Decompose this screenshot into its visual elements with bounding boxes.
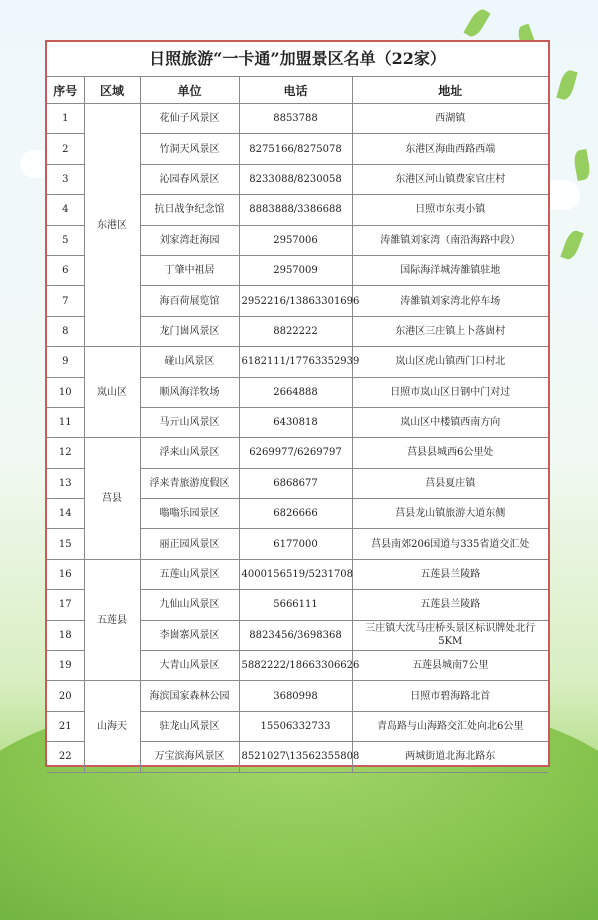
phone-cell: 6269977/6269797 [239,438,352,468]
row-number: 2 [47,134,84,164]
address-cell: 三庄镇大沈马庄桥头景区标识牌处北行5KM [352,620,548,650]
address-cell: 莒县夏庄镇 [352,468,548,498]
phone-cell: 8275166/8275078 [239,134,352,164]
address-cell: 莒县县城西6公里处 [352,438,548,468]
row-number: 5 [47,225,84,255]
address-cell: 莒县南郊206国道与335省道交汇处 [352,529,548,559]
unit-cell: 李崮寨风景区 [140,620,239,650]
willow-leaf-decoration [573,149,592,181]
phone-cell: 15506332733 [239,711,352,741]
header-no: 序号 [47,77,84,104]
address-cell: 青岛路与山海路交汇处向北6公里 [352,711,548,741]
table-row [47,438,548,468]
address-cell: 日照市东夷小镇 [352,195,548,225]
row-number: 11 [47,407,84,437]
address-cell: 国际海洋城涛雒镇驻地 [352,255,548,285]
region-cell: 五莲县 [84,559,140,681]
row-number: 13 [47,468,84,498]
row-number: 10 [47,377,84,407]
address-cell: 日照市碧海路北首 [352,681,548,711]
unit-cell: 五莲山风景区 [140,559,239,589]
phone-cell: 8883888/3386688 [239,195,352,225]
row-number: 16 [47,559,84,589]
unit-cell: 花仙子风景区 [140,104,239,134]
table-row [47,559,548,589]
unit-cell: 竹洞天风景区 [140,134,239,164]
address-cell: 五莲县城南7公里 [352,651,548,681]
willow-leaf-decoration [463,7,490,40]
row-number: 17 [47,590,84,620]
table-header-row [47,77,548,104]
phone-cell: 5882222/18663306626 [239,651,352,681]
phone-cell: 2952216/13863301696 [239,286,352,316]
header-unit: 单位 [140,77,239,104]
scenic-list-card [45,40,550,767]
unit-cell: 海滨国家森林公园 [140,681,239,711]
region-cell: 东港区 [84,104,140,347]
address-cell: 日照市岚山区日钢中门对过 [352,377,548,407]
phone-cell: 8233088/8230058 [239,164,352,194]
address-cell: 东港区海曲西路西端 [352,134,548,164]
phone-cell: 8521027\13562355808 [239,742,352,772]
header-address: 地址 [352,77,548,104]
row-number: 21 [47,711,84,741]
region-cell: 山海天 [84,681,140,772]
address-cell: 西湖镇 [352,104,548,134]
row-number: 12 [47,438,84,468]
table-row [47,104,548,134]
phone-cell: 6182111/17763352939 [239,347,352,377]
address-cell: 五莲县兰陵路 [352,559,548,589]
unit-cell: 丁肇中祖居 [140,255,239,285]
unit-cell: 海百荷展览馆 [140,286,239,316]
phone-cell: 6868677 [239,468,352,498]
row-number: 22 [47,742,84,772]
phone-cell: 8822222 [239,316,352,346]
row-number: 18 [47,620,84,650]
table-row [47,681,548,711]
address-cell: 涛雒镇刘家湾北停车场 [352,286,548,316]
row-number: 14 [47,499,84,529]
scenic-area-table [47,77,548,773]
row-number: 20 [47,681,84,711]
header-region: 区域 [84,77,140,104]
willow-leaf-decoration [556,69,577,102]
unit-cell: 马亓山风景区 [140,407,239,437]
row-number: 8 [47,316,84,346]
row-number: 15 [47,529,84,559]
address-cell: 东港区三庄镇上卜落崮村 [352,316,548,346]
unit-cell: 大青山风景区 [140,651,239,681]
phone-cell: 2957009 [239,255,352,285]
unit-cell: 驻龙山风景区 [140,711,239,741]
phone-cell: 6430818 [239,407,352,437]
willow-leaf-decoration [560,229,583,262]
unit-cell: 万宝滨海风景区 [140,742,239,772]
document-title: 日照旅游“一卡通”加盟景区名单（22家） [47,42,548,77]
address-cell: 莒县龙山镇旅游大道东侧 [352,499,548,529]
region-cell: 岚山区 [84,347,140,438]
address-cell: 两城街道北海北路东 [352,742,548,772]
phone-cell: 3680998 [239,681,352,711]
address-cell: 东港区河山镇费家官庄村 [352,164,548,194]
row-number: 9 [47,347,84,377]
row-number: 6 [47,255,84,285]
unit-cell: 嗡嗡乐园景区 [140,499,239,529]
phone-cell: 8823456/3698368 [239,620,352,650]
row-number: 19 [47,651,84,681]
region-cell: 莒县 [84,438,140,560]
address-cell: 岚山区中楼镇西南方向 [352,407,548,437]
header-phone: 电话 [239,77,352,104]
address-cell: 岚山区虎山镇西门口村北 [352,347,548,377]
address-cell: 五莲县兰陵路 [352,590,548,620]
unit-cell: 沁园春风景区 [140,164,239,194]
unit-cell: 顺风海洋牧场 [140,377,239,407]
phone-cell: 8853788 [239,104,352,134]
address-cell: 涛雒镇刘家湾（南沿海路中段） [352,225,548,255]
unit-cell: 九仙山风景区 [140,590,239,620]
phone-cell: 2664888 [239,377,352,407]
phone-cell: 5666111 [239,590,352,620]
phone-cell: 6177000 [239,529,352,559]
unit-cell: 龙门崮风景区 [140,316,239,346]
row-number: 3 [47,164,84,194]
unit-cell: 丽正园风景区 [140,529,239,559]
unit-cell: 浮来山风景区 [140,438,239,468]
unit-cell: 刘家湾赶海园 [140,225,239,255]
phone-cell: 4000156519/5231708 [239,559,352,589]
row-number: 1 [47,104,84,134]
table-body [47,104,548,773]
table-row [47,347,548,377]
unit-cell: 碰山风景区 [140,347,239,377]
row-number: 7 [47,286,84,316]
unit-cell: 浮来青旅游度假区 [140,468,239,498]
unit-cell: 抗日战争纪念馆 [140,195,239,225]
row-number: 4 [47,195,84,225]
phone-cell: 6826666 [239,499,352,529]
phone-cell: 2957006 [239,225,352,255]
